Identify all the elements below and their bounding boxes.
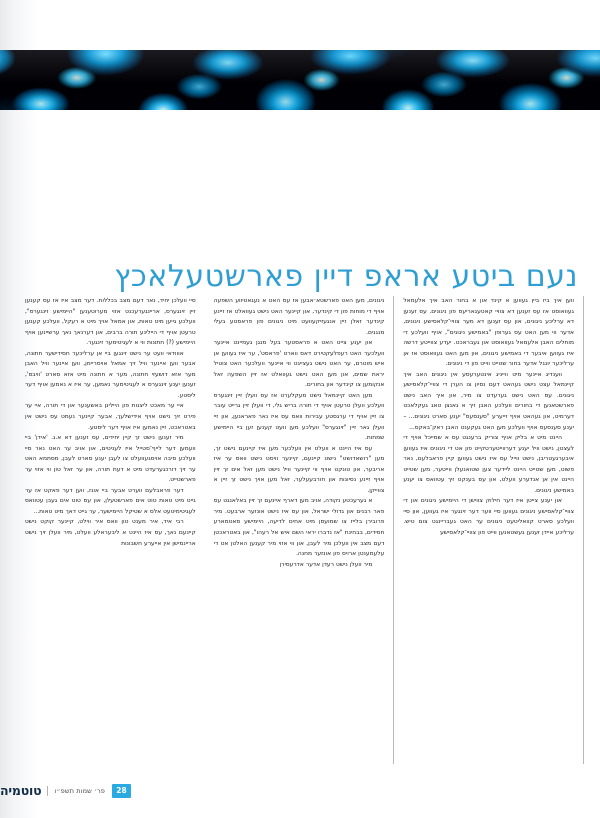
header-banner-image xyxy=(0,50,600,110)
paragraph: היינט מיט א בליק אויף צוריק ברענגט עס א שמייכל אויף די לעצטן, נישט וויל יענע דערווייטערטקייט פון אט די ניגונים איז געווען איבערגעטריבן, נישט ווייל עס איז נישט געווען קיין פראבלעם, נאר פשוט, מען שטייט היינט ליידער צען שטואנעלן ווייטער, מען שטייט היינט אין אן אנדערע וועלט, און עס בענקט זיך עטוואס צו יענע באמישע ניגונים. xyxy=(403,435,574,494)
article-title: נעם ביטע אראפ דיין פארשטעלאכץ xyxy=(114,259,578,295)
paragraph: מען האט קיינמאל נישט מעקלערט אז עס וועלן זיין זינגערס וועלכע וועלן טרעטן אויף די תורה בריש גלי, די וועלן זיין גרייט עובר צו זיין אויף די ערגסטע עבירות וואס עס איז נאר פאראנען, און זיי וועלן גאר זיין "זינגערס" וועלכע מען וועט קענען זען ביי היימישע שמחות. xyxy=(213,392,385,442)
publication-brand: טוטמיה xyxy=(0,782,42,798)
page-footer xyxy=(0,782,600,800)
text-column-right xyxy=(394,296,584,764)
paragraph: ווענדיג איינער מיט ווייניג אינטערעסע אין ניגונים האב איך קיינמאל עצט נישט געהאט דעם נסיון צו הערן די צוויי־קלאסישע ניגונים. עס האט נישט גערעדט צו מיר, און איך האב נישט פארשטאנען די בחורים וועלכע האבן זיך א גאנצן טאג געקלאכט דערמיט, און געהאט אויף זייערע "סענסעס" יענע סארט ניגונים... – יענע סענסעס אויף וועלכע מען האט געקענט האבן ראק־באקס... xyxy=(403,371,574,431)
paragraph: און יענע צייטן איז דער חילוק צווישן די היימישע ניגונים און די צוויי־קלאסישע ניגונים געווען סיי ווער דער זינגער איז געווען, און סיי וועלכע סארט קוואליטעט ניגונים ער האט געבריינגט צום טיש. ערליכע איידן זענען געשטאנען ווייט פון צוויי־קלאסישע xyxy=(403,498,574,537)
paragraph: רבי איד, איר מענט טון וואס איר ווילט, קיינער קוקט נישט קיינעם נאך, עס איז היינט א ליבעראלע וועלט, מיר וועלן זיך נישט אריינמישן אין אייערע חשבונות xyxy=(24,519,196,547)
paragraph: דער פראבלעם ווערט אבער ביי אונז, ווען דער פאקט אז ער גייט מיט טאות טוט אים פארשטעלן, און עס טוט אים געבן עטוואס לעגיטימיטעט אלס א שטיקל היימישער, ער גייט דאך מיט טאות... xyxy=(24,487,196,515)
paragraph: ווען איך ביז ביין געווען א קינד און א בחור האב איך אלעמאל געוואוסט אז עס זענען דא צוויי קאטעגאריעס פון ניגונים. עס זענען דא ערליכע ניגונים, און עס זענען דא מער צוויי־קלאסישע ניגונים, אדער ווי מען האט עס גערופן "באמישע ניגונים", אויף וועלכע די מוחלים האבן אלעמאל געוואוסט און געבראכט. יעדע צווייטע דרשה איז געווען איבער די באמישע ניגונים, און מען האט געוואוסט אז אן ערליכער יונגל אדער בחור שטייט ווייט פון די ניגונים. xyxy=(403,298,574,368)
banner-texture xyxy=(0,50,600,110)
paragraph: און יענע צייט האט א פראסטער בעל מנגן געמיינט איינער וועלכער האט רעפלעקטירט דאס ווארט 'פראסט', ער איז געווען אן איש מוטרם, ער האט נישט געצייגט ווי איינער וועלכער האט צוטיל יראת שמים, און מען האט נישט געוואלט אז זיין השפעה זאל אנקומען צו קינדער און בחורים. xyxy=(213,340,385,389)
page-number-badge: 28 xyxy=(112,784,131,798)
paragraph: א גערעכטע נקודה, אויב מען דארף איינעם זך זיין באלאנגט עס פאר רבנים און גדולי ישראל, און עס איז נישט אונזער ארבעט. מיר פרובירן בלייז צו שמועסן מיט אחים לדיעה, היימישע סאטמארע חסידים, בבחינת "אז נדברו יראי השם איש אל רעהו", און באטראכטן דעם מצב אין וועלכן מיר לעבן, און ווי אזוי מיר קענען האלטן אט די עלעמענטן ארויס פון אונזער מחנה. xyxy=(213,498,385,558)
footer-divider xyxy=(47,786,48,796)
paragraph: עס איז היינט א וועלט אין וועלכער מען איז קיינעם נישט זך, מען "רושאדושט" נישט קיינעם, קיינער וויסט נישט וואס ער איז אריבער, און טונקט אויף ווי קיינער וויל נישט מען זאל אים זך זיין אויף זיינע נסיונות און חורבעעלער, זאל מען אויך נישט זך זיין א צווייקן. xyxy=(213,445,385,494)
paragraph: אווודאי וועט ער נישט זינגען ביי אן ערליכער חסידישער חתונה, אבער ווען איינער וויל זיך אמאל אויסריימן, ווען איינער וויל האבן מער אזא דושעזי חתונה, מער א חתונה מיט אזא סארט 'וויבס', זענען יענע זינגערס א לעגיטימער נאמען, ער איז א נאמען אויף דער ליסטע. xyxy=(24,350,196,399)
paragraph: מיר וועלן נישט רעדן אדער אדרעסירן xyxy=(279,561,373,568)
paragraph: איי ער מאכט ליצנות פון היילינן באשענער און די תורה, איי ער פירט זיך נישט אויף אידישלעך, אבער קיינער נעמט עס נישט אין באטראכט, זיין נאמען איז אויף דער ליסטע. xyxy=(24,403,196,431)
article-body-columns xyxy=(16,296,584,764)
paragraph: ניגונים, מען האט פארשטא׳אבען אז עס האט א נעגאטיווע השפעה אויף די מוחות פון די קינדער, און קיינער האט נישט געוואלט אז זיינע קינדער זאלן זיין אנגעזיקעוועט מיט ניגונים פון פראסטע בעלי מנגנים. xyxy=(213,298,385,336)
text-column-left xyxy=(16,296,205,764)
paragraph: סיי וועלכן יחיד, נאר דעם מצב בכללות. דער מצב איז אז עס קענען זיין זינגערס, אריינגערעכנט אזוי מערוטענען "היימישע זינגערס", וועלכע גייען מיט טאות, און אמאל אויך מיט א רעקל, וועלכע קענען טרעטן אויף די היילינע תורה ברבים, און דערנאך נאך ערשיינען אויף היימישע (?) חתונות ווי א לעגיטימער זינגער. xyxy=(24,298,196,347)
text-column-middle xyxy=(205,296,395,764)
paragraph: מיר זענען נישט זך קיין יחידים, עס זענען דא א.ג. 'אידן' ביי וועמען דער לייף־סטייל איז לעניטים, און אויב ער האט נאר סיי וועלכע סיבה אויסגעוועלט צו לעבן יענע סארט לעבן, מסתמא האט ער זיך דורכגערעדט מיט א דעת תורה, און ער זאל טון ווי אזוי ער פארשטייט. xyxy=(24,435,196,484)
issue-label: פר׳ שמות תשפ״ו xyxy=(54,786,106,795)
